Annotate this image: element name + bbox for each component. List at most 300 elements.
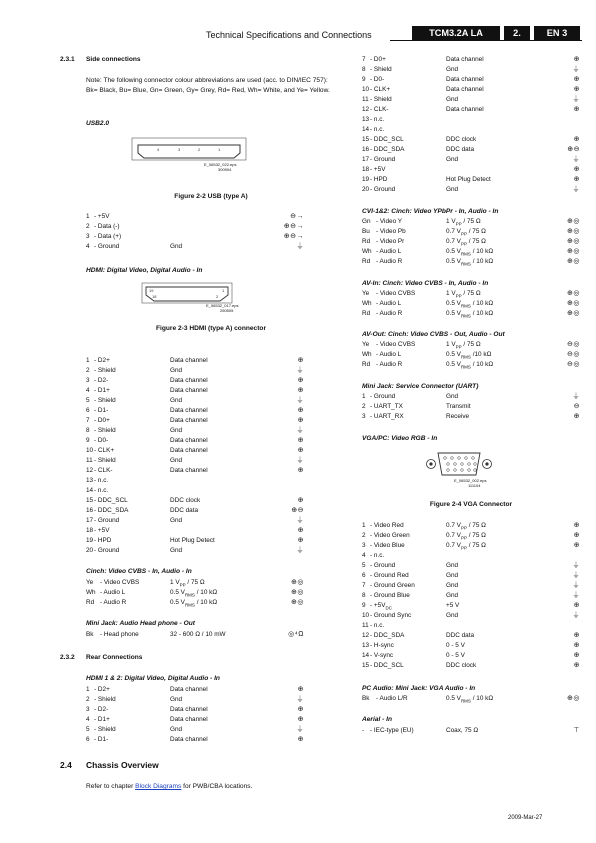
pin-name: - n.c. bbox=[370, 552, 385, 559]
pin-name: - n.c. bbox=[370, 116, 385, 123]
hdmi12-pin-list bbox=[86, 685, 304, 745]
signal-direction-icon: ⊕ bbox=[297, 387, 304, 394]
signal-direction-icon: ⊕ bbox=[573, 176, 580, 183]
pin-row bbox=[362, 581, 580, 591]
signal-direction-icon: ⏚ bbox=[572, 96, 580, 103]
svg-text:2: 2 bbox=[198, 147, 201, 152]
signal-direction-icon: ⊕◎ bbox=[567, 218, 580, 225]
vga-caption: Figure 2-4 VGA Connector bbox=[429, 501, 513, 508]
uart-pin-list bbox=[362, 392, 580, 422]
pin-name: - Head phone bbox=[100, 631, 139, 638]
pin-number: 7 bbox=[86, 417, 90, 424]
section-title-side: Side connections bbox=[86, 56, 141, 63]
pin-row bbox=[86, 366, 304, 376]
pin-number: 8 bbox=[86, 427, 90, 434]
signal-direction-icon: ⊕◎ bbox=[291, 579, 304, 586]
signal-direction-icon: ⏚ bbox=[296, 547, 304, 554]
pin-description: 0.5 $V_{RMS} / 10$ kΩ bbox=[446, 310, 494, 319]
signal-direction-icon: ⊕ bbox=[573, 413, 580, 420]
pin-number: Gn bbox=[362, 218, 371, 225]
pin-number: Bk bbox=[86, 631, 94, 638]
signal-direction-icon: ⏚ bbox=[296, 517, 304, 524]
pin-row bbox=[362, 631, 580, 641]
signal-direction-icon: ⊕ bbox=[297, 527, 304, 534]
signal-direction-icon: ⊕◎ bbox=[567, 310, 580, 317]
section-number-24: 2.4 bbox=[60, 760, 72, 770]
hdmi12-heading: HDMI 1 & 2: Digital Video, Digital Audio - In bbox=[86, 675, 220, 682]
pin-row bbox=[362, 165, 580, 175]
refer-paragraph bbox=[86, 783, 252, 790]
svg-text:1: 1 bbox=[218, 147, 221, 152]
pin-number: 6 bbox=[362, 572, 366, 579]
pin-row bbox=[362, 145, 580, 155]
cinch-pin-list bbox=[86, 578, 304, 608]
pin-row bbox=[86, 426, 304, 436]
pin-number: 19 bbox=[86, 537, 94, 544]
signal-direction-icon: ⊕ bbox=[573, 662, 580, 669]
avin-pin-list bbox=[362, 289, 580, 319]
signal-direction-icon: ⊖ bbox=[573, 403, 580, 410]
signal-direction-icon: ⊕ bbox=[573, 632, 580, 639]
pin-description: Transmit bbox=[446, 403, 471, 410]
section-title-chassis: Chassis Overview bbox=[86, 760, 159, 770]
pin-row bbox=[362, 257, 580, 267]
signal-direction-icon: ⊕◎ bbox=[567, 290, 580, 297]
pin-number: 11 bbox=[86, 457, 93, 464]
pin-description: Data channel bbox=[170, 377, 208, 384]
header-rule bbox=[390, 40, 582, 41]
pin-description: Gnd bbox=[170, 457, 183, 464]
avout-pin-list bbox=[362, 340, 580, 370]
hdmi-caption: Figure 2-3 HDMI (type A) connector bbox=[155, 325, 267, 332]
pin-name: - Audio L bbox=[100, 589, 126, 596]
pin-number: 7 bbox=[362, 582, 366, 589]
pin-name: - DDC_SDA bbox=[94, 507, 129, 514]
usb-pin-list bbox=[86, 212, 304, 252]
signal-direction-icon: ⏚ bbox=[572, 393, 580, 400]
pin-number: 11 bbox=[362, 622, 369, 629]
pin-description: 0.5 $V_{RMS} / 10$ kΩ bbox=[446, 300, 494, 309]
signal-direction-icon: ⏚ bbox=[572, 612, 580, 619]
pin-description: DDC data bbox=[446, 146, 475, 153]
pin-row bbox=[86, 436, 304, 446]
pin-number: 17 bbox=[86, 517, 94, 524]
signal-direction-icon: ⊕ bbox=[297, 437, 304, 444]
signal-direction-icon: ⊕ bbox=[297, 537, 304, 544]
block-diagrams-link[interactable]: Block Diagrams bbox=[135, 783, 182, 790]
pcaudio-heading: PC Audio: Mini Jack: VGA Audio - In bbox=[362, 685, 476, 692]
pin-description: 0.7 $V_{PP} / 75$ Ω bbox=[446, 542, 486, 551]
pin-description: Data channel bbox=[170, 686, 208, 693]
pin-row bbox=[362, 185, 580, 195]
pin-description: DDC clock bbox=[446, 662, 477, 669]
usb-heading: USB2.0 bbox=[86, 120, 110, 127]
pin-row bbox=[362, 571, 580, 581]
pin-description: Hot Plug Detect bbox=[170, 537, 215, 544]
pin-number: 20 bbox=[362, 186, 370, 193]
pin-name: - D2+ bbox=[94, 357, 110, 364]
svg-text:19: 19 bbox=[149, 288, 154, 293]
pin-number: 13 bbox=[362, 116, 370, 123]
pin-name: - DDC_SCL bbox=[370, 662, 404, 669]
pin-name: - n.c. bbox=[94, 487, 109, 494]
pin-name: - Audio R bbox=[376, 361, 403, 368]
pin-name: - Ground bbox=[370, 393, 396, 400]
pin-row bbox=[362, 175, 580, 185]
pin-number: 2 bbox=[362, 403, 366, 410]
pin-name: - Audio R bbox=[376, 258, 403, 265]
pin-row bbox=[86, 466, 304, 476]
signal-direction-icon: ⊕ bbox=[573, 542, 580, 549]
cvi-heading: CVI-1&2: Cinch: Video YPbPr - In, Audio - In bbox=[362, 208, 499, 215]
signal-direction-icon: ⏚ bbox=[296, 243, 304, 250]
section-title-rear: Rear Connections bbox=[86, 654, 143, 661]
signal-direction-icon: ⊕ bbox=[573, 652, 580, 659]
pin-name: - DDC_SDA bbox=[370, 632, 405, 639]
pin-row bbox=[362, 217, 580, 227]
pin-number: Rd bbox=[362, 238, 371, 245]
pin-row bbox=[86, 242, 304, 252]
pin-description: Data channel bbox=[170, 467, 208, 474]
pin-number: 2 bbox=[362, 532, 366, 539]
pin-row bbox=[86, 386, 304, 396]
pin-name: - CLK+ bbox=[94, 447, 115, 454]
pin-description: Data channel bbox=[446, 86, 484, 93]
signal-direction-icon: ⊤ bbox=[573, 727, 580, 734]
signal-direction-icon: ⊕ bbox=[297, 706, 304, 713]
usb-fig-date: 300904 bbox=[218, 167, 232, 172]
pin-row bbox=[86, 725, 304, 735]
signal-direction-icon: ⊕ bbox=[297, 497, 304, 504]
signal-direction-icon: ⊕⊖ bbox=[567, 146, 580, 153]
pin-row bbox=[362, 531, 580, 541]
pin-name: - D2+ bbox=[94, 686, 110, 693]
aerial-pin-list bbox=[362, 726, 580, 736]
vga-heading: VGA/PC: Video RGB - In bbox=[362, 435, 438, 442]
signal-direction-icon: ⏚ bbox=[572, 156, 580, 163]
pin-description: 0.7 $V_{PP} / 75$ Ω bbox=[446, 238, 486, 247]
pin-description: Gnd bbox=[446, 592, 459, 599]
signal-direction-icon: ⊕ bbox=[573, 56, 580, 63]
pin-row bbox=[362, 309, 580, 319]
signal-direction-icon: ⊕ bbox=[573, 76, 580, 83]
pin-name: - Audio R bbox=[100, 599, 127, 606]
pin-name: - Audio L bbox=[376, 300, 402, 307]
usb-connector-figure bbox=[130, 136, 250, 180]
pin-description: Gnd bbox=[170, 427, 183, 434]
signal-direction-icon: ⊕⊖ bbox=[291, 507, 304, 514]
pin-number: - bbox=[362, 727, 365, 734]
pin-description: Receive bbox=[446, 413, 470, 420]
pin-number: 4 bbox=[86, 716, 90, 723]
pin-name: - D2- bbox=[94, 377, 109, 384]
pin-name: - DDC_SDA bbox=[370, 146, 405, 153]
pin-name: - Audio L/R bbox=[376, 695, 408, 702]
pin-name: - DDC_SCL bbox=[94, 497, 128, 504]
usb-drawing bbox=[130, 136, 250, 178]
pin-number: 1 bbox=[86, 213, 90, 220]
pin-row bbox=[86, 588, 304, 598]
pin-number: 2 bbox=[86, 367, 90, 374]
signal-direction-icon: ⊕ bbox=[297, 716, 304, 723]
pin-row bbox=[86, 456, 304, 466]
signal-direction-icon: ⏚ bbox=[572, 562, 580, 569]
pin-number: 10 bbox=[362, 612, 370, 619]
pin-name: - D1+ bbox=[94, 716, 110, 723]
pin-description: Data channel bbox=[170, 407, 208, 414]
pin-name: - UART_RX bbox=[370, 413, 404, 420]
pin-name: - Video Pb bbox=[376, 228, 406, 235]
vga-connector-figure bbox=[424, 448, 494, 488]
signal-direction-icon: ⊖◎ bbox=[567, 351, 580, 358]
signal-direction-icon: ⊖◎ bbox=[567, 361, 580, 368]
pin-description: Data channel bbox=[170, 357, 208, 364]
pin-name: - Audio L bbox=[376, 248, 402, 255]
pin-name: - IEC-type (EU) bbox=[370, 727, 414, 734]
pin-number: 17 bbox=[362, 156, 370, 163]
pin-row bbox=[86, 695, 304, 705]
pin-name: - UART_TX bbox=[370, 403, 403, 410]
pin-description: Gnd bbox=[170, 243, 183, 250]
cinch-heading: Cinch: Video CVBS - In, Audio - In bbox=[86, 568, 192, 575]
pin-description: Data channel bbox=[170, 447, 208, 454]
pin-row bbox=[86, 715, 304, 725]
pin-row bbox=[362, 621, 580, 631]
pin-row bbox=[86, 546, 304, 556]
pin-number: 2 bbox=[86, 696, 90, 703]
pin-row bbox=[362, 591, 580, 601]
pin-number: 4 bbox=[362, 552, 366, 559]
pin-description: 1 $V_{PP} / 75$ Ω bbox=[446, 218, 481, 227]
pin-description: 32 - 600 Ω / 10 mW bbox=[170, 631, 226, 638]
signal-direction-icon: ⏚ bbox=[296, 726, 304, 733]
pin-row bbox=[86, 705, 304, 715]
pin-description: 0.5 $V_{RMS} / 10$ kΩ bbox=[446, 361, 494, 370]
pin-name: - Video Y bbox=[376, 218, 403, 225]
pin-row bbox=[362, 661, 580, 671]
signal-direction-icon: ⊕ bbox=[297, 467, 304, 474]
pin-description: 0.5 $V_{RMS} / 10$ kΩ bbox=[446, 258, 494, 267]
pin-number: 3 bbox=[86, 706, 90, 713]
signal-direction-icon: ⊕ bbox=[573, 106, 580, 113]
pin-description: Hot Plug Detect bbox=[446, 176, 491, 183]
pin-number: 16 bbox=[362, 146, 370, 153]
pin-row bbox=[362, 155, 580, 165]
pin-name: - D0+ bbox=[370, 56, 386, 63]
pin-row bbox=[362, 125, 580, 135]
minijack-pin-list bbox=[86, 630, 304, 640]
pin-number: Rd bbox=[362, 310, 371, 317]
signal-direction-icon: ⊕◎ bbox=[567, 258, 580, 265]
pin-number: 1 bbox=[86, 357, 90, 364]
pin-row bbox=[86, 406, 304, 416]
signal-direction-icon: ⊕ bbox=[573, 602, 580, 609]
pin-row bbox=[86, 630, 304, 640]
pin-row bbox=[362, 105, 580, 115]
pin-number: 12 bbox=[362, 632, 370, 639]
pin-description: Coax, 75 Ω bbox=[446, 727, 479, 734]
pin-number: Rd bbox=[362, 361, 371, 368]
avout-heading: AV-Out: Cinch: Video CVBS - Out, Audio - Out bbox=[362, 331, 505, 338]
pin-number: Bu bbox=[362, 228, 370, 235]
pin-description: DDC clock bbox=[170, 497, 201, 504]
pin-description: Data channel bbox=[170, 706, 208, 713]
pin-description: 0.5 $V_{RMS} / 10$ kΩ bbox=[170, 589, 218, 598]
signal-direction-icon: ⏚ bbox=[572, 592, 580, 599]
pin-name: - Shield bbox=[94, 696, 116, 703]
pin-name: - Ground bbox=[94, 517, 120, 524]
pin-description: 0 - 5 V bbox=[446, 642, 465, 649]
pin-row bbox=[362, 521, 580, 531]
hdmi-fig-code: E_06532_017.eps bbox=[206, 303, 239, 308]
pin-number: 1 bbox=[86, 686, 90, 693]
pin-row bbox=[362, 289, 580, 299]
hdmi-connector-figure bbox=[140, 281, 250, 317]
pin-row bbox=[362, 360, 580, 370]
pin-row bbox=[86, 526, 304, 536]
pin-description: Gnd bbox=[446, 96, 459, 103]
signal-direction-icon: ⏚ bbox=[572, 66, 580, 73]
pin-name: - H-sync bbox=[370, 642, 394, 649]
signal-direction-icon: ⊕◎ bbox=[291, 599, 304, 606]
vga-fig-code: E_06532_002.eps bbox=[454, 478, 487, 483]
pin-description: Data channel bbox=[446, 76, 484, 83]
pin-row bbox=[362, 227, 580, 237]
pin-description: Gnd bbox=[170, 367, 183, 374]
signal-direction-icon: ⊕ bbox=[573, 86, 580, 93]
note-paragraph: Note: The following connector colour abbreviations are used (acc. to DIN/IEC 757): Bk= Black, Bu= Blue, Gn= Green, Gy= Grey, Rd= Red, Wh= White, and Ye= Yellow. bbox=[86, 77, 330, 94]
pin-description: Gnd bbox=[446, 562, 459, 569]
pin-name: - CLK+ bbox=[370, 86, 391, 93]
pin-name: - Ground bbox=[94, 243, 120, 250]
signal-direction-icon: ⊕ bbox=[297, 377, 304, 384]
signal-direction-icon: ⊕◎ bbox=[567, 238, 580, 245]
pin-row bbox=[86, 376, 304, 386]
signal-direction-icon: ⊕◎ bbox=[291, 589, 304, 596]
pin-name: - +5V bbox=[94, 527, 110, 534]
pin-description: 0.5 $V_{RMS} / 10$ kΩ bbox=[446, 248, 494, 257]
hdmi-fig-date: 250505 bbox=[220, 308, 234, 313]
pin-name: - D2- bbox=[94, 706, 109, 713]
pin-number: 15 bbox=[86, 497, 94, 504]
pin-number: 6 bbox=[86, 407, 90, 414]
refer-text-pre: Refer to chapter bbox=[86, 783, 136, 790]
signal-direction-icon: ⊕◎ bbox=[567, 248, 580, 255]
signal-direction-icon: ⏚ bbox=[296, 367, 304, 374]
pin-number: 18 bbox=[362, 166, 370, 173]
pin-number: 12 bbox=[362, 106, 370, 113]
signal-direction-icon: ⏚ bbox=[296, 397, 304, 404]
signal-direction-icon: ⊕ bbox=[297, 447, 304, 454]
pin-row bbox=[362, 601, 580, 611]
pin-description: 1 $V_{PP} / 75$ Ω bbox=[170, 579, 205, 588]
pin-description: Data channel bbox=[170, 417, 208, 424]
pin-description: 1 $V_{PP} / 75$ Ω bbox=[446, 290, 481, 299]
hdmi-heading: HDMI: Digital Video, Digital Audio - In bbox=[86, 267, 203, 274]
pin-number: 1 bbox=[362, 393, 366, 400]
pin-description: +5 V bbox=[446, 602, 460, 609]
svg-text:18: 18 bbox=[152, 294, 157, 299]
pin-description: Gnd bbox=[170, 397, 183, 404]
pin-name: - D0- bbox=[94, 437, 109, 444]
pin-number: 12 bbox=[86, 467, 94, 474]
pin-number: 10 bbox=[362, 86, 370, 93]
pin-number: Rd bbox=[86, 599, 95, 606]
pin-row bbox=[362, 561, 580, 571]
pin-name: - Video CVBS bbox=[376, 290, 416, 297]
pin-name: - Shield bbox=[94, 457, 116, 464]
pin-name: - Ground Red bbox=[370, 572, 409, 579]
pin-row bbox=[362, 641, 580, 651]
pin-description: Gnd bbox=[446, 582, 459, 589]
signal-direction-icon: ⊕⊖→ bbox=[283, 223, 304, 230]
pin-name: - Video Pr bbox=[376, 238, 405, 245]
pin-row bbox=[362, 340, 580, 350]
pin-description: Data channel bbox=[170, 716, 208, 723]
pin-name: - n.c. bbox=[94, 477, 109, 484]
svg-text:3: 3 bbox=[178, 147, 181, 152]
pin-description: Data channel bbox=[446, 106, 484, 113]
usb-fig-code: E_06532_022.eps bbox=[204, 162, 237, 167]
pin-row bbox=[362, 651, 580, 661]
pin-description: 0.7 $V_{PP} / 75$ Ω bbox=[446, 532, 486, 541]
pin-number: 15 bbox=[362, 136, 370, 143]
pin-row bbox=[86, 486, 304, 496]
avin-heading: AV-In: Cinch: Video CVBS - In, Audio - In bbox=[362, 280, 489, 287]
pin-row bbox=[362, 115, 580, 125]
pin-row bbox=[86, 578, 304, 588]
pin-number: 3 bbox=[86, 233, 90, 240]
pin-number: 19 bbox=[362, 176, 370, 183]
pin-name: - D1- bbox=[94, 407, 109, 414]
pin-number: Ye bbox=[86, 579, 94, 586]
pin-description: DDC data bbox=[170, 507, 199, 514]
pin-row bbox=[362, 412, 580, 422]
pin-row bbox=[86, 516, 304, 526]
pin-name: - Video Green bbox=[370, 532, 410, 539]
signal-direction-icon: ⊕◎ bbox=[567, 228, 580, 235]
pin-name: - Ground Sync bbox=[370, 612, 412, 619]
hdmi-continued-pin-list bbox=[362, 55, 580, 195]
pin-row bbox=[86, 685, 304, 695]
pin-row bbox=[362, 65, 580, 75]
pin-row bbox=[362, 694, 580, 704]
signal-direction-icon: ⊕ bbox=[573, 166, 580, 173]
pin-name: - Shield bbox=[94, 397, 116, 404]
pin-description: Gnd bbox=[170, 517, 183, 524]
pin-name: - HPD bbox=[370, 176, 388, 183]
pin-number: 11 bbox=[362, 96, 369, 103]
pin-row bbox=[362, 299, 580, 309]
signal-direction-icon: ⊕⊖→ bbox=[283, 233, 304, 240]
pin-number: 14 bbox=[362, 126, 370, 133]
hdmi-drawing bbox=[140, 281, 250, 315]
pin-name: - D1- bbox=[94, 736, 109, 743]
cvi-pin-list bbox=[362, 217, 580, 267]
pin-name: - D1+ bbox=[94, 387, 110, 394]
vga-pin-list bbox=[362, 521, 580, 671]
signal-direction-icon: ⊕ bbox=[297, 407, 304, 414]
signal-direction-icon: ◎⁴Ω bbox=[288, 631, 304, 638]
svg-text:1: 1 bbox=[222, 288, 225, 293]
pin-number: 3 bbox=[362, 542, 366, 549]
signal-direction-icon: ⊕◎ bbox=[567, 695, 580, 702]
header-chapter: 2. bbox=[504, 26, 530, 40]
pin-number: 3 bbox=[86, 377, 90, 384]
pin-name: - DDC_SCL bbox=[370, 136, 404, 143]
signal-direction-icon: ⏚ bbox=[572, 186, 580, 193]
pin-number: 7 bbox=[362, 56, 366, 63]
